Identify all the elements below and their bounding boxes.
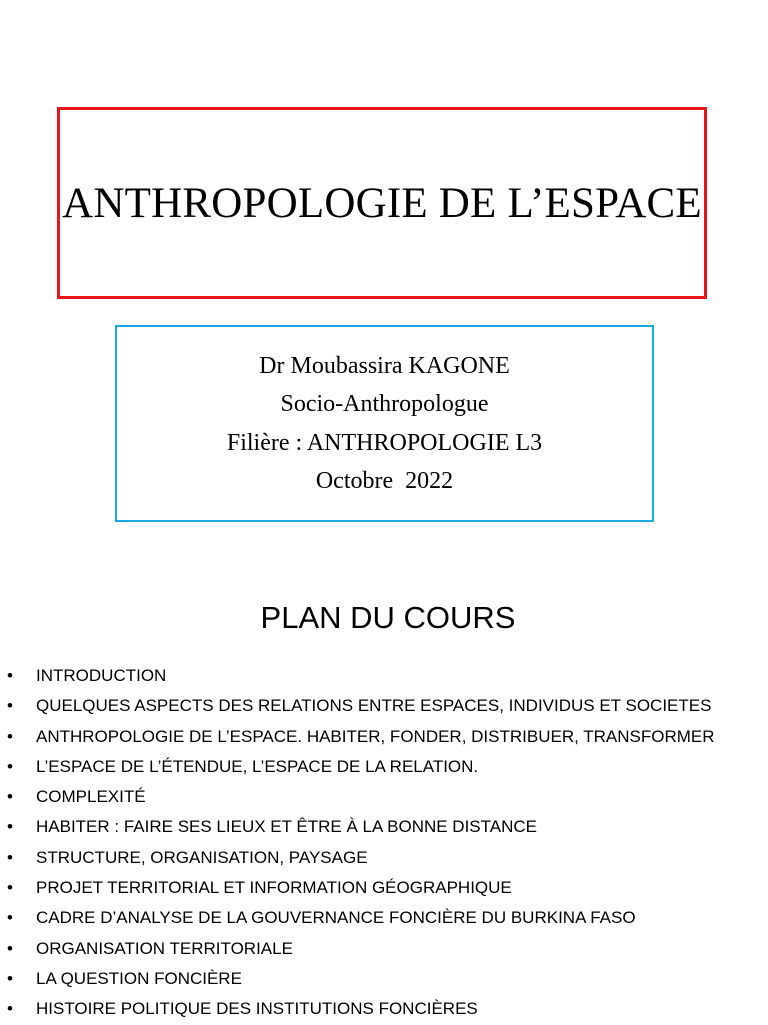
plan-item-label: ORGANISATION TERRITORIALE xyxy=(36,938,293,958)
bullet-icon: • xyxy=(7,726,13,746)
plan-item xyxy=(0,903,715,933)
bullet-icon: • xyxy=(7,787,13,807)
plan-item xyxy=(0,782,715,812)
plan-item xyxy=(0,873,715,903)
plan-item-label: INTRODUCTION xyxy=(36,666,167,685)
plan-item-label: HABITER : FAIRE SES LIEUX ET ÊTRE À LA BONNE DISTANCE xyxy=(36,817,538,837)
plan-item-label: COMPLEXITÉ xyxy=(36,787,146,807)
author-name: Dr Moubassira KAGONE xyxy=(259,352,510,379)
plan-item xyxy=(0,964,715,994)
plan-item-label: CADRE D’ANALYSE DE LA GOUVERNANCE FONCIÈRE DU BURKINA FASO xyxy=(36,908,636,928)
bullet-icon: • xyxy=(7,756,13,776)
plan-item-label: QUELQUES ASPECTS DES RELATIONS ENTRE ESPACES, INDIVIDUS ET SOCIETES xyxy=(36,696,712,716)
plan-item xyxy=(0,843,715,873)
plan-heading: PLAN DU COURS xyxy=(260,600,516,635)
page-title: ANTHROPOLOGIE DE L’ESPACE xyxy=(62,179,702,227)
bullet-icon: • xyxy=(7,817,13,837)
plan-list xyxy=(0,661,715,1025)
plan-item xyxy=(0,812,715,842)
title-box xyxy=(57,107,707,299)
plan-item-label: ANTHROPOLOGIE DE L’ESPACE. HABITER, FONDER, DISTRIBUER, TRANSFORMER xyxy=(36,726,715,746)
plan-item-label: PROJET TERRITORIAL ET INFORMATION GÉOGRAPHIQUE xyxy=(36,878,512,898)
plan-item-label: STRUCTURE, ORGANISATION, PAYSAGE xyxy=(36,847,368,867)
bullet-icon: • xyxy=(7,666,13,685)
bullet-icon: • xyxy=(7,696,13,716)
plan-item xyxy=(0,994,715,1024)
plan-item-label: L’ESPACE DE L’ÉTENDUE, L’ESPACE DE LA RELATION. xyxy=(36,756,479,776)
bullet-icon: • xyxy=(7,878,13,898)
course-date: Octobre 2022 xyxy=(315,468,454,494)
plan-item-label: LA QUESTION FONCIÈRE xyxy=(36,968,242,988)
filiere: Filière : ANTHROPOLOGIE L3 xyxy=(226,429,543,456)
plan-item xyxy=(0,722,715,752)
plan-item xyxy=(0,752,715,782)
plan-item xyxy=(0,691,715,721)
plan-item xyxy=(0,934,715,964)
bullet-icon: • xyxy=(7,968,13,988)
author-info-box xyxy=(115,325,654,522)
bullet-icon: • xyxy=(7,908,13,928)
plan-item-label: HISTOIRE POLITIQUE DES INSTITUTIONS FONCIÈRES xyxy=(36,999,478,1019)
bullet-icon: • xyxy=(7,847,13,867)
plan-item xyxy=(0,661,715,691)
bullet-icon: • xyxy=(7,999,13,1019)
bullet-icon: • xyxy=(7,938,13,958)
author-role: Socio-Anthropologue xyxy=(280,391,489,417)
